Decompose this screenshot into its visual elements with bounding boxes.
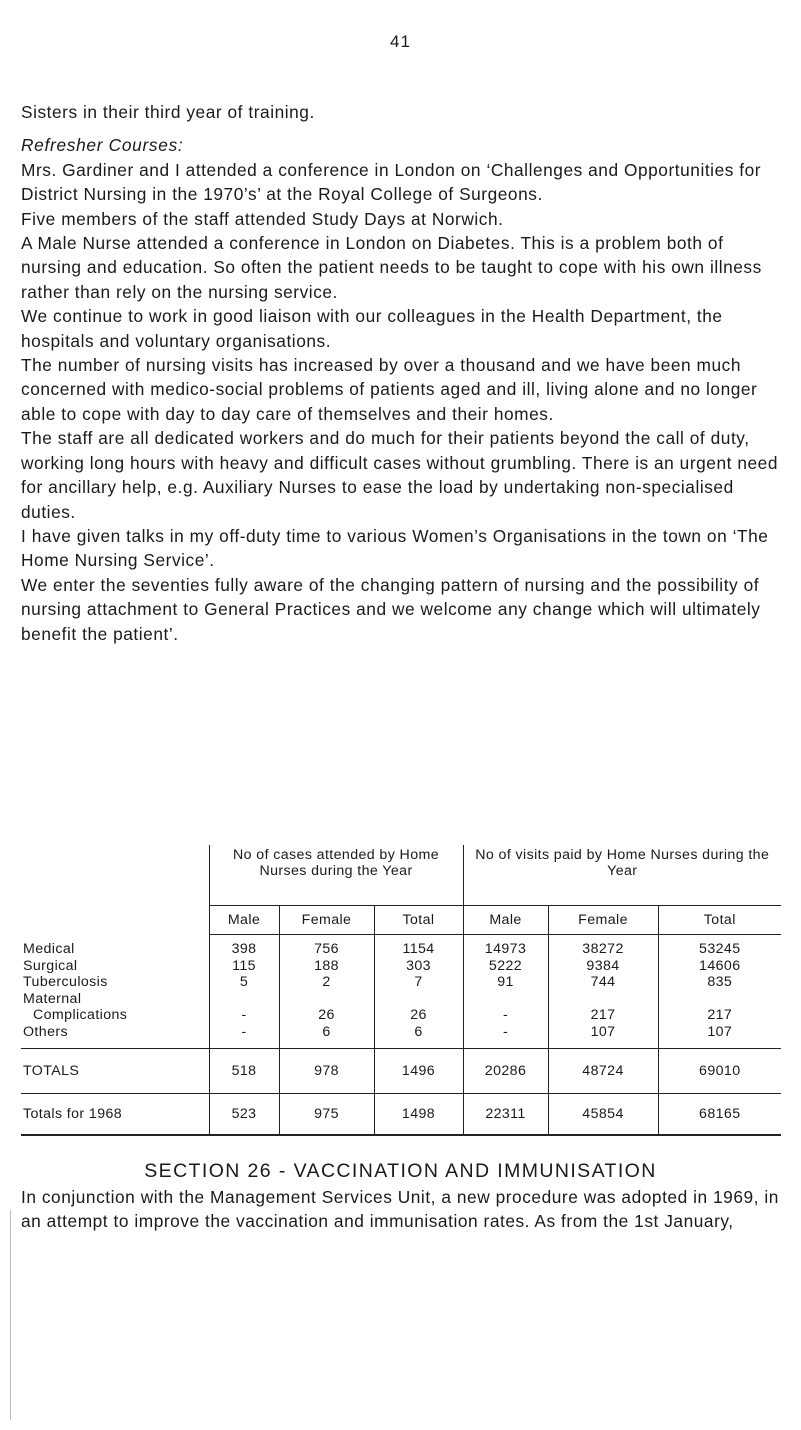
table-cell bbox=[374, 991, 463, 1008]
table-cell: 53245 bbox=[658, 935, 781, 958]
row-label: Totals for 1968 bbox=[21, 1094, 209, 1136]
table-cell: 978 bbox=[279, 1049, 374, 1094]
table-row bbox=[21, 974, 781, 991]
paragraph-2: Five members of the staff attended Study Days at Norwich. bbox=[21, 208, 504, 229]
table-cell: - bbox=[463, 1024, 548, 1049]
section-title: SECTION 26 - VACCINATION AND IMMUNISATION bbox=[144, 1160, 657, 1182]
totals-1968-row bbox=[21, 1094, 781, 1136]
table-cell: 756 bbox=[279, 935, 374, 958]
table-cell: 6 bbox=[279, 1024, 374, 1049]
table-cell: 107 bbox=[658, 1024, 781, 1049]
table-row bbox=[21, 1024, 781, 1049]
table-row bbox=[21, 991, 781, 1008]
paragraph-0: Sisters in their third year of training. bbox=[21, 102, 315, 122]
table-cell: 14606 bbox=[658, 958, 781, 975]
section-paragraph: In conjunction with the Management Services Unit, a new procedure was adopted in 1969, in an attempt to improve the vaccination and immunisation rates. As from the 1st January, bbox=[21, 1187, 779, 1232]
col-header: Female bbox=[548, 906, 658, 935]
table-cell: 38272 bbox=[548, 935, 658, 958]
table-cell bbox=[209, 991, 279, 1008]
visits-group-header: No of visits paid by Home Nurses during the Year bbox=[475, 847, 770, 879]
table-cell: 14973 bbox=[463, 935, 548, 958]
table-cell bbox=[548, 991, 658, 1008]
table-cell: 6 bbox=[374, 1024, 463, 1049]
table-cell: 398 bbox=[209, 935, 279, 958]
totals-row bbox=[21, 1049, 781, 1094]
col-header: Total bbox=[658, 906, 781, 935]
table-cell: 835 bbox=[658, 974, 781, 991]
table-cell: 5222 bbox=[463, 958, 548, 975]
table-cell: 303 bbox=[374, 958, 463, 975]
row-label: Others bbox=[23, 1023, 68, 1040]
report-text bbox=[21, 100, 783, 646]
table-cell: - bbox=[209, 1007, 279, 1024]
row-label: Complications bbox=[33, 1007, 128, 1023]
table-corner bbox=[21, 845, 209, 906]
table-cell: 217 bbox=[658, 1007, 781, 1024]
table-cell: 1496 bbox=[374, 1049, 463, 1094]
page-edge-line bbox=[10, 1210, 11, 1420]
table-cell: 518 bbox=[209, 1049, 279, 1094]
table-cell: 9384 bbox=[548, 958, 658, 975]
table-row bbox=[21, 935, 781, 958]
table-cell bbox=[658, 991, 781, 1008]
table-cell: 26 bbox=[279, 1007, 374, 1024]
table-column-header-row bbox=[21, 906, 781, 935]
table-cell: 68165 bbox=[658, 1094, 781, 1136]
table-cell: 1498 bbox=[374, 1094, 463, 1136]
table-cell: 107 bbox=[548, 1024, 658, 1049]
table-cell: 45854 bbox=[548, 1094, 658, 1136]
table-cell: 744 bbox=[548, 974, 658, 991]
table-row bbox=[21, 1007, 781, 1024]
table-cell: 26 bbox=[374, 1007, 463, 1024]
table-cell: 188 bbox=[279, 958, 374, 975]
table-cell: 1154 bbox=[374, 935, 463, 958]
row-label: Tuberculosis bbox=[23, 974, 108, 990]
table-group-header-row bbox=[21, 845, 781, 906]
table-cell: 69010 bbox=[658, 1049, 781, 1094]
nursing-statistics-table bbox=[21, 845, 781, 1136]
table-cell bbox=[463, 991, 548, 1008]
row-label: Surgical bbox=[23, 957, 78, 974]
table-cell: 2 bbox=[279, 974, 374, 991]
page-number: 41 bbox=[390, 32, 411, 51]
paragraph-3: A Male Nurse attended a conference in London on Diabetes. This is a problem both of nursing and education. So often the patient needs to be taught to cope with his own illness rather than rely on the nursing service. bbox=[21, 233, 762, 302]
col-header: Male bbox=[209, 906, 279, 935]
section-body bbox=[21, 1185, 783, 1234]
table-cell: 48724 bbox=[548, 1049, 658, 1094]
paragraph-5: The number of nursing visits has increased by over a thousand and we have been much concerned with medico-social problems of patients aged and ill, living alone and no longer able to cope with day to day care of themselves and their homes. bbox=[21, 355, 758, 424]
table-row bbox=[21, 958, 781, 975]
col-header: Total bbox=[374, 906, 463, 935]
paragraph-1: Mrs. Gardiner and I attended a conference in London on ‘Challenges and Opportunities for District Nursing in the 1970’s’ at the Royal College of Surgeons. bbox=[21, 159, 762, 205]
paragraph-6: The staff are all dedicated workers and do much for their patients beyond the call of duty, working long hours with heavy and difficult cases without grumbling. There is an urgent need for ancillary help, e.g. Auxiliary Nurses to ease the load by undertaking non-specialised duties. bbox=[21, 428, 778, 522]
table-cell: 20286 bbox=[463, 1049, 548, 1094]
cases-group-header: No of cases attended by Home Nurses during the Year bbox=[209, 845, 463, 906]
nursing-statistics-table-wrapper bbox=[21, 845, 781, 1136]
table-cell: - bbox=[209, 1024, 279, 1049]
row-label: Maternal bbox=[23, 990, 82, 1007]
table-cell: 975 bbox=[279, 1094, 374, 1136]
table-cell: - bbox=[463, 1007, 548, 1024]
table-cell: 7 bbox=[374, 974, 463, 991]
row-label: TOTALS bbox=[21, 1049, 209, 1094]
table-cell: 22311 bbox=[463, 1094, 548, 1136]
col-header: Female bbox=[279, 906, 374, 935]
table-cell: 91 bbox=[463, 974, 548, 991]
col-header: Male bbox=[463, 906, 548, 935]
row-label: Medical bbox=[23, 940, 75, 957]
paragraph-4: We continue to work in good liaison with our colleagues in the Health Department, the hospitals and voluntary organisations. bbox=[21, 306, 723, 351]
refresher-courses-heading: Refresher Courses: bbox=[21, 135, 184, 156]
paragraph-7: I have given talks in my off-duty time to various Women’s Organisations in the town on ‘The Home Nursing Service’. bbox=[21, 525, 769, 571]
table-cell: 5 bbox=[209, 974, 279, 991]
table-cell: 217 bbox=[548, 1007, 658, 1024]
table-cell: 115 bbox=[209, 958, 279, 975]
table-cell bbox=[279, 991, 374, 1008]
paragraph-8: We enter the seventies fully aware of the changing pattern of nursing and the possibility of nursing attachment to General Practices and we welcome any change which will ultimately benefit the patient’. bbox=[21, 574, 761, 644]
table-cell: 523 bbox=[209, 1094, 279, 1136]
